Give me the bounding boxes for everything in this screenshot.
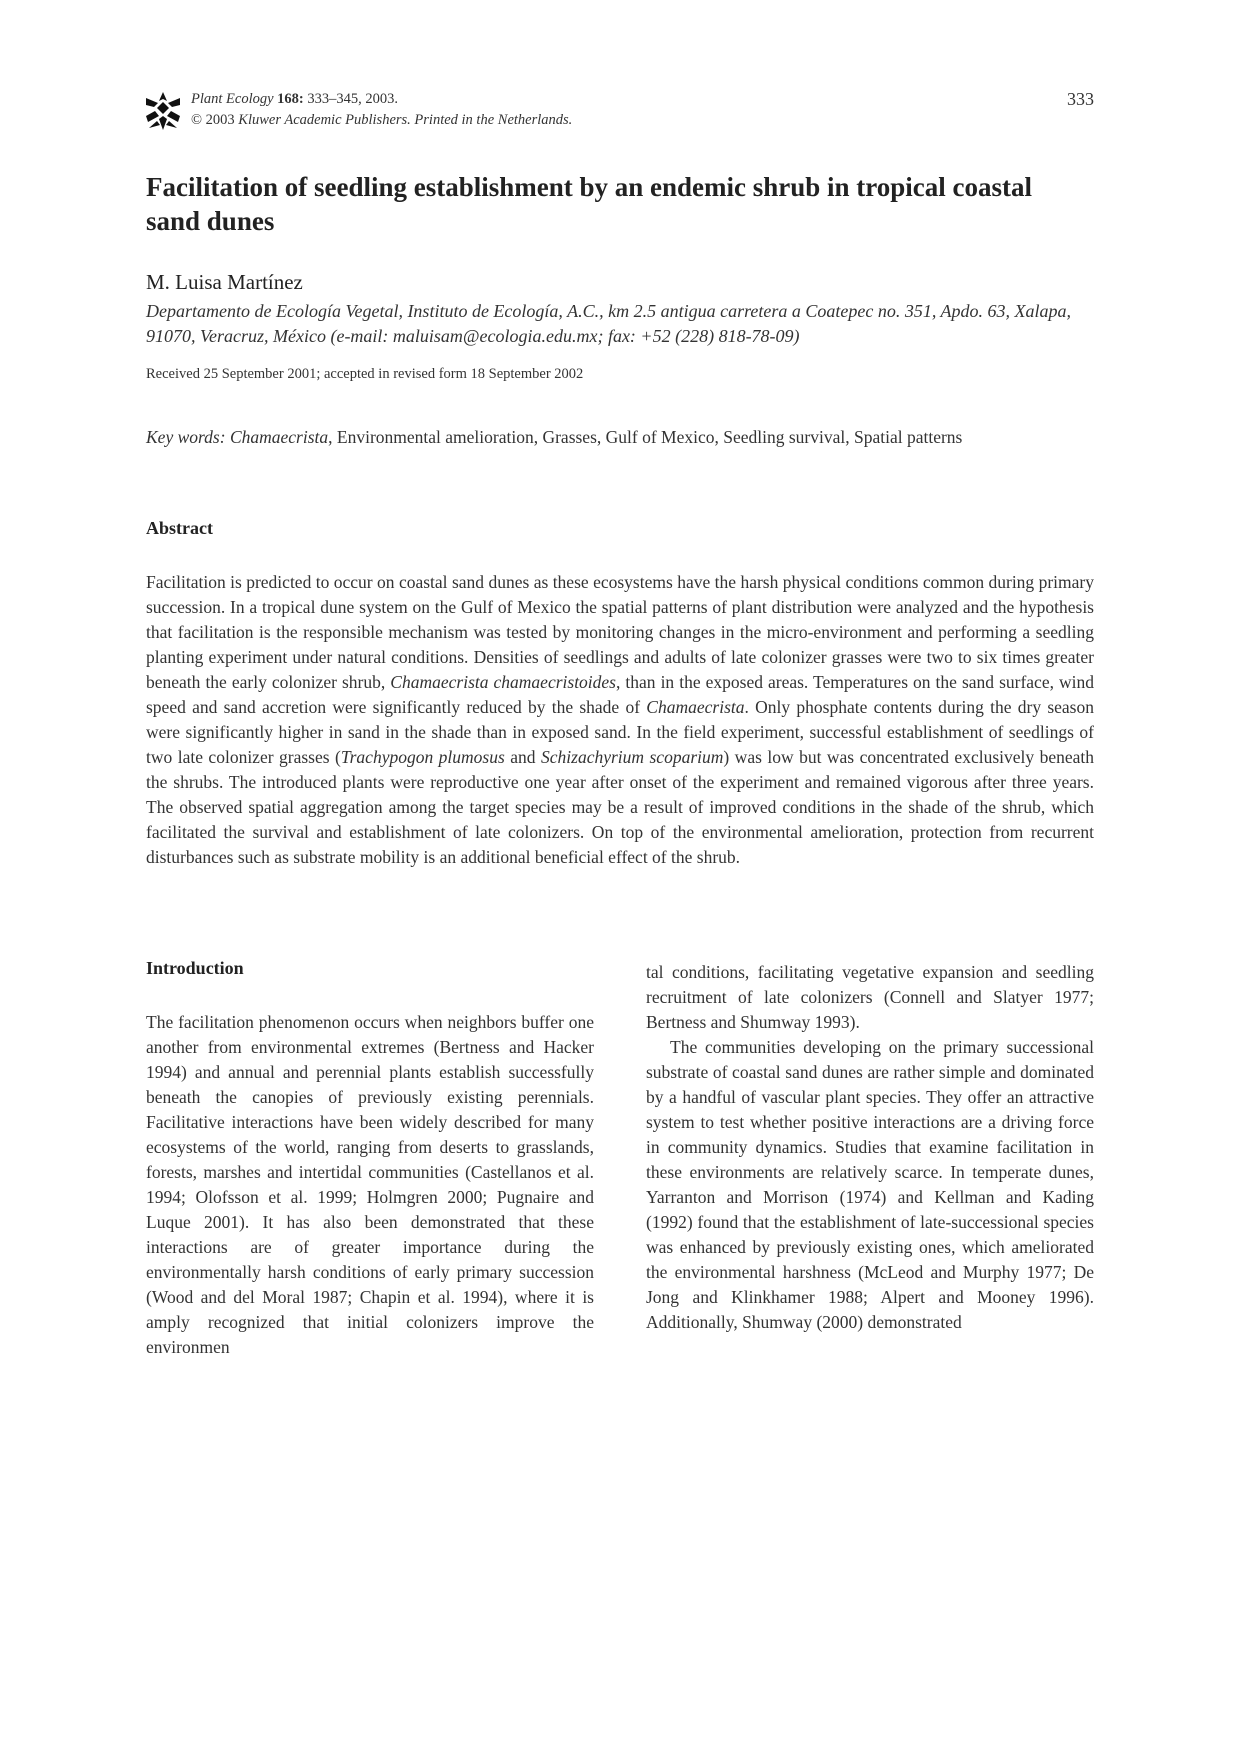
keywords-rest: , Environmental amelioration, Grasses, Gulf of Mexico, Seedling survival, Spatial patterns <box>328 427 963 447</box>
species-name: Schizachyrium scoparium <box>541 747 724 767</box>
abstract-part: . Only phosphate contents during the dry season were significantly higher in sand in the shade than in exposed sand. In the field experiment, successful establishment of seedlings of two late colonizer grasses ( <box>146 697 1094 767</box>
intro-paragraph-2: The communities developing on the primary successional substrate of coastal sand dunes are rather simple and dominated by a handful of vascular plant species. They offer an attractive system to test whether positive interactions are a driving force in community dynamics. Studies that examine facilitation in these environments are relatively scarce. In temperate dunes, Yarranton and Morrison (1974) and Kellman and Kading (1992) found that the establishment of late-successional species was enhanced by previously existing ones, which ameliorated the environmental harshness (McLeod and Murphy 1977; De Jong and Klinkhamer 1988; Alpert and Mooney 1996). Additionally, Shumway (2000) demonstrated <box>646 1037 1094 1332</box>
left-column <box>146 1010 594 1360</box>
publisher-name: Kluwer Academic Publishers. Printed in the Netherlands. <box>238 112 573 128</box>
author-affiliation: Departamento de Ecología Vegetal, Instituto de Ecología, A.C., km 2.5 antigua carretera a Coatepec no. 351, Apdo. 63, Xalapa, 91070, Veracruz, México (e-mail: maluisam@ecologia.edu.mx; fax: +52 (228) 818-78-09) <box>146 301 1072 346</box>
received-dates: Received 25 September 2001; accepted in revised form 18 September 2002 <box>146 366 584 382</box>
copyright-line <box>191 112 572 129</box>
abstract-part: , than in the exposed areas. Temperatures on the sand surface, wind speed and sand accretion were significantly reduced by the shade of <box>146 672 1094 717</box>
species-name: Trachypogon plumosus <box>340 747 505 767</box>
journal-volume: 168: <box>277 91 304 107</box>
keywords-label: Key words: <box>146 427 230 447</box>
abstract-heading: Abstract <box>146 518 213 538</box>
abstract-part: Facilitation is predicted to occur on coastal sand dunes as these ecosystems have the harsh physical conditions common during primary succession. In a tropical dune system on the Gulf of Mexico the spatial patterns of plant distribution were analyzed and the hypothesis that facilitation is the responsible mechanism was tested by monitoring changes in the micro-environment and performing a seedling planting experiment under natural conditions. Densities of seedlings and adults of late colonizer grasses were two to six times greater beneath the early colonizer shrub, <box>146 572 1094 692</box>
article-title: Facilitation of seedling establishment by an endemic shrub in tropical coastal sand dunes <box>146 172 1033 236</box>
abstract-part: ) was low but was concentrated exclusively beneath the shrubs. The introduced plants were reproductive one year after onset of the experiment and remained vigorous after three years. The observed spatial aggregation among the target species may be a result of improved conditions in the shade of the shrub, which facilitated the survival and establishment of late colonizers. On top of the environmental amelioration, protection from recurrent disturbances such as substrate mobility is an additional beneficial effect of the shrub. <box>146 747 1094 867</box>
journal-citation <box>191 91 398 108</box>
abstract-part: and <box>504 747 541 767</box>
journal-pages-year: 333–345, 2003. <box>303 91 399 107</box>
publisher-logo-icon <box>146 92 180 130</box>
page-number: 333 <box>1067 89 1094 109</box>
right-column <box>646 960 1094 1335</box>
introduction-heading: Introduction <box>146 958 244 978</box>
copyright-symbol: © <box>191 112 203 128</box>
intro-paragraph-1-continued: tal conditions, facilitating vegetative expansion and seedling recruitment of late colonizers (Connell and Slatyer 1977; Bertness and Shumway 1993). <box>646 962 1094 1032</box>
keyword-genus: Chamaecrista <box>229 427 329 447</box>
keywords <box>146 425 1094 450</box>
species-name: Chamaecrista chamaecristoides <box>390 672 616 692</box>
author-name: M. Luisa Martínez <box>146 270 303 294</box>
abstract-text <box>146 570 1094 870</box>
journal-name: Plant Ecology <box>191 91 274 107</box>
copyright-year: 2003 <box>202 112 239 128</box>
intro-paragraph-1: The facilitation phenomenon occurs when neighbors buffer one another from environmental extremes (Bertness and Hacker 1994) and annual and perennial plants establish successfully beneath the canopies of previously existing perennials. Facilitative interactions have been widely described for many ecosystems of the world, ranging from deserts to grasslands, forests, marshes and intertidal communities (Castellanos et al. 1994; Olofsson et al. 1999; Holmgren 2000; Pugnaire and Luque 2001). It has also been demonstrated that these interactions are of greater importance during the environmentally harsh conditions of early primary succession (Wood and del Moral 1987; Chapin et al. 1994), where it is amply recognized that initial colonizers improve the environmen <box>146 1012 594 1357</box>
species-name: Chamaecrista <box>646 697 745 717</box>
